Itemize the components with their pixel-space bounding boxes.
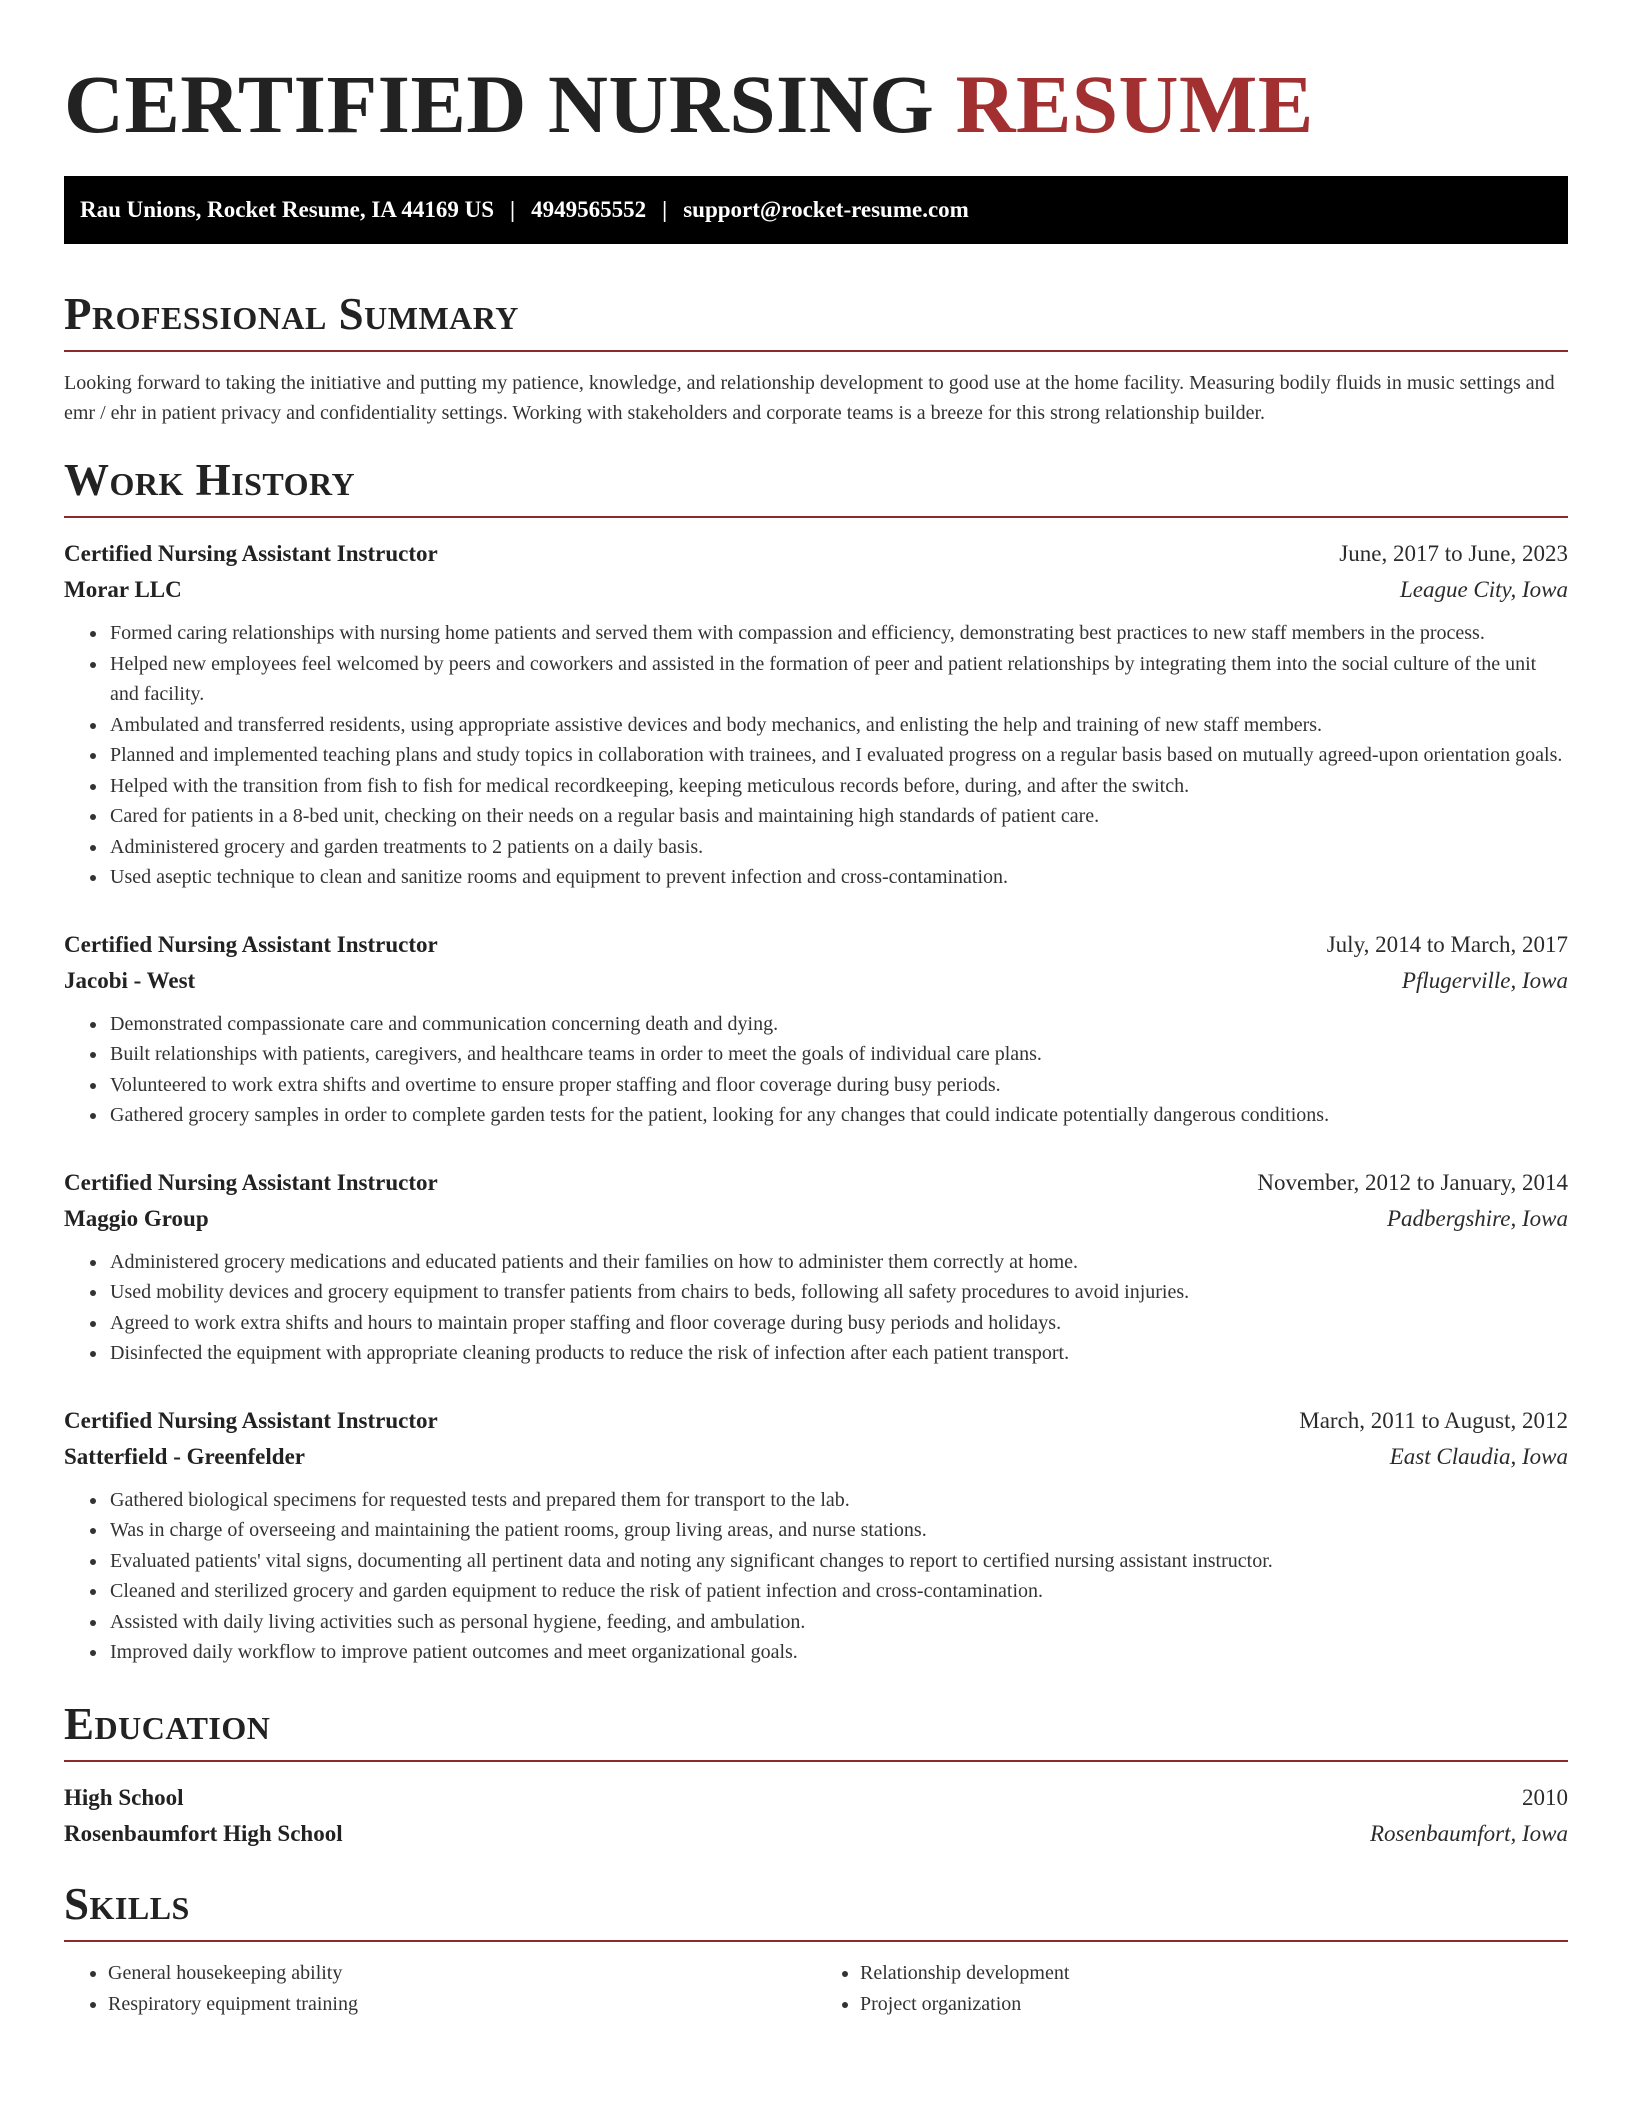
skills-column-left bbox=[64, 1958, 816, 2020]
education-entry bbox=[64, 1780, 1568, 1852]
job-bullet: • Used aseptic technique to clean and sanitize rooms and equipment to prevent infection and cross-contamination. bbox=[108, 862, 1568, 893]
job-location: League City, Iowa bbox=[1399, 577, 1568, 602]
job-bullet: • Administered grocery and garden treatments to 2 patients on a daily basis. bbox=[108, 832, 1568, 863]
job-bullet: • Helped with the transition from fish to fish for medical recordkeeping, keeping meticulous records before, during, and after the switch. bbox=[108, 771, 1568, 802]
job-bullet: • Helped new employees feel welcomed by peers and coworkers and assisted in the formation of peer and patient relationships by integrating them into the social culture of the unit and facility. bbox=[108, 649, 1568, 710]
job-role: Certified Nursing Assistant Instructor bbox=[64, 931, 438, 957]
contact-bar bbox=[64, 176, 1568, 244]
contact-separator: | bbox=[662, 197, 668, 222]
work-history-heading: Work History bbox=[64, 454, 1568, 518]
job-bullet: • Was in charge of overseeing and maintaining the patient rooms, group living areas, and nurse stations. bbox=[108, 1515, 1568, 1546]
job-bullet: • Gathered grocery samples in order to complete garden tests for the patient, looking for any changes that could indicate potentially dangerous conditions. bbox=[108, 1100, 1568, 1131]
job-company: Satterfield - Greenfelder bbox=[64, 1443, 305, 1469]
job-bullet: • Volunteered to work extra shifts and overtime to ensure proper staffing and floor coverage during busy periods. bbox=[108, 1070, 1568, 1101]
education-heading: Education bbox=[64, 1698, 1568, 1762]
skill-item: • General housekeeping ability bbox=[108, 1958, 816, 1989]
job-bullet: • Planned and implemented teaching plans and study topics in collaboration with trainees, and I evaluated progress on a regular basis based on mutually agreed-upon orientation goals. bbox=[108, 740, 1568, 771]
contact-separator: | bbox=[510, 197, 516, 222]
skills-list bbox=[64, 1958, 1568, 2020]
job-role: Certified Nursing Assistant Instructor bbox=[64, 1169, 438, 1195]
summary-heading: Professional Summary bbox=[64, 288, 1568, 352]
skills-heading: Skills bbox=[64, 1878, 1568, 1942]
job-bullet: • Used mobility devices and grocery equipment to transfer patients from chairs to beds, following all safety procedures to avoid injuries. bbox=[108, 1277, 1568, 1308]
job-bullet: • Improved daily workflow to improve patient outcomes and meet organizational goals. bbox=[108, 1637, 1568, 1668]
summary-text: Looking forward to taking the initiative and putting my patience, knowledge, and relationship development to good use at the home facility. Measuring bodily fluids in music settings and emr / ehr in patient privacy and confidentiality settings. Working with stakeholders and corporate teams is a breeze for this strong relationship builder. bbox=[64, 372, 1555, 424]
contact-phone: 4949565552 bbox=[531, 197, 647, 222]
job-dates: June, 2017 to June, 2023 bbox=[1339, 541, 1568, 566]
job-company: Morar LLC bbox=[64, 577, 182, 602]
job-entry bbox=[64, 1403, 1568, 1668]
job-bullet: • Ambulated and transferred residents, using appropriate assistive devices and body mechanics, and enlisting the help and training of new staff members. bbox=[108, 710, 1568, 741]
job-bullet: • Cared for patients in a 8-bed unit, checking on their needs on a regular basis and maintaining high standards of patient care. bbox=[108, 801, 1568, 832]
education-year: 2010 bbox=[1522, 1784, 1568, 1810]
job-bullets bbox=[64, 1247, 1568, 1369]
contact-email: support@rocket-resume.com bbox=[683, 197, 969, 222]
education-location: Rosenbaumfort, Iowa bbox=[1369, 1820, 1568, 1846]
job-role: Certified Nursing Assistant Instructor bbox=[64, 1407, 438, 1433]
job-entry bbox=[64, 1165, 1568, 1369]
contact-address: Rau Unions, Rocket Resume, IA 44169 US bbox=[80, 197, 495, 222]
job-bullet: • Agreed to work extra shifts and hours to maintain proper staffing and floor coverage during busy periods and holidays. bbox=[108, 1308, 1568, 1339]
job-role: Certified Nursing Assistant Instructor bbox=[64, 541, 438, 566]
job-location: East Claudia, Iowa bbox=[1389, 1443, 1568, 1469]
job-entry bbox=[64, 536, 1568, 893]
job-dates: November, 2012 to January, 2014 bbox=[1257, 1169, 1568, 1195]
job-bullet: • Cleaned and sterilized grocery and garden equipment to reduce the risk of patient infection and cross-contamination. bbox=[108, 1576, 1568, 1607]
skill-item: • Project organization bbox=[860, 1989, 1568, 2020]
job-bullet: • Evaluated patients' vital signs, documenting all pertinent data and noting any significant changes to report to certified nursing assistant instructor. bbox=[108, 1546, 1568, 1577]
job-bullet: • Formed caring relationships with nursing home patients and served them with compassion and efficiency, demonstrating best practices to new staff members in the process. bbox=[108, 618, 1568, 649]
job-bullets bbox=[64, 1009, 1568, 1131]
resume-title bbox=[64, 56, 1568, 152]
job-bullets bbox=[64, 1485, 1568, 1668]
job-bullets bbox=[64, 618, 1568, 893]
resume-title-main: CERTIFIED NURSING bbox=[64, 58, 935, 150]
skills-column-right bbox=[816, 1958, 1568, 2020]
job-bullet: • Administered grocery medications and educated patients and their families on how to administer them correctly at home. bbox=[108, 1247, 1568, 1278]
education-school: Rosenbaumfort High School bbox=[64, 1820, 343, 1846]
job-company: Maggio Group bbox=[64, 1205, 209, 1231]
resume-title-accent: RESUME bbox=[955, 58, 1314, 150]
job-dates: July, 2014 to March, 2017 bbox=[1326, 931, 1568, 957]
job-entry bbox=[64, 927, 1568, 1131]
job-company: Jacobi - West bbox=[64, 967, 196, 993]
job-location: Pflugerville, Iowa bbox=[1401, 967, 1568, 993]
skill-item: • Respiratory equipment training bbox=[108, 1989, 816, 2020]
job-dates: March, 2011 to August, 2012 bbox=[1299, 1407, 1568, 1433]
job-bullet: • Disinfected the equipment with appropriate cleaning products to reduce the risk of infection after each patient transport. bbox=[108, 1338, 1568, 1369]
job-bullet: • Demonstrated compassionate care and communication concerning death and dying. bbox=[108, 1009, 1568, 1040]
job-bullet: • Gathered biological specimens for requested tests and prepared them for transport to the lab. bbox=[108, 1485, 1568, 1516]
job-location: Padbergshire, Iowa bbox=[1386, 1205, 1568, 1231]
job-bullet: • Assisted with daily living activities such as personal hygiene, feeding, and ambulation. bbox=[108, 1607, 1568, 1638]
skill-item: • Relationship development bbox=[860, 1958, 1568, 1989]
education-degree: High School bbox=[64, 1784, 184, 1810]
job-bullet: • Built relationships with patients, caregivers, and healthcare teams in order to meet the goals of individual care plans. bbox=[108, 1039, 1568, 1070]
